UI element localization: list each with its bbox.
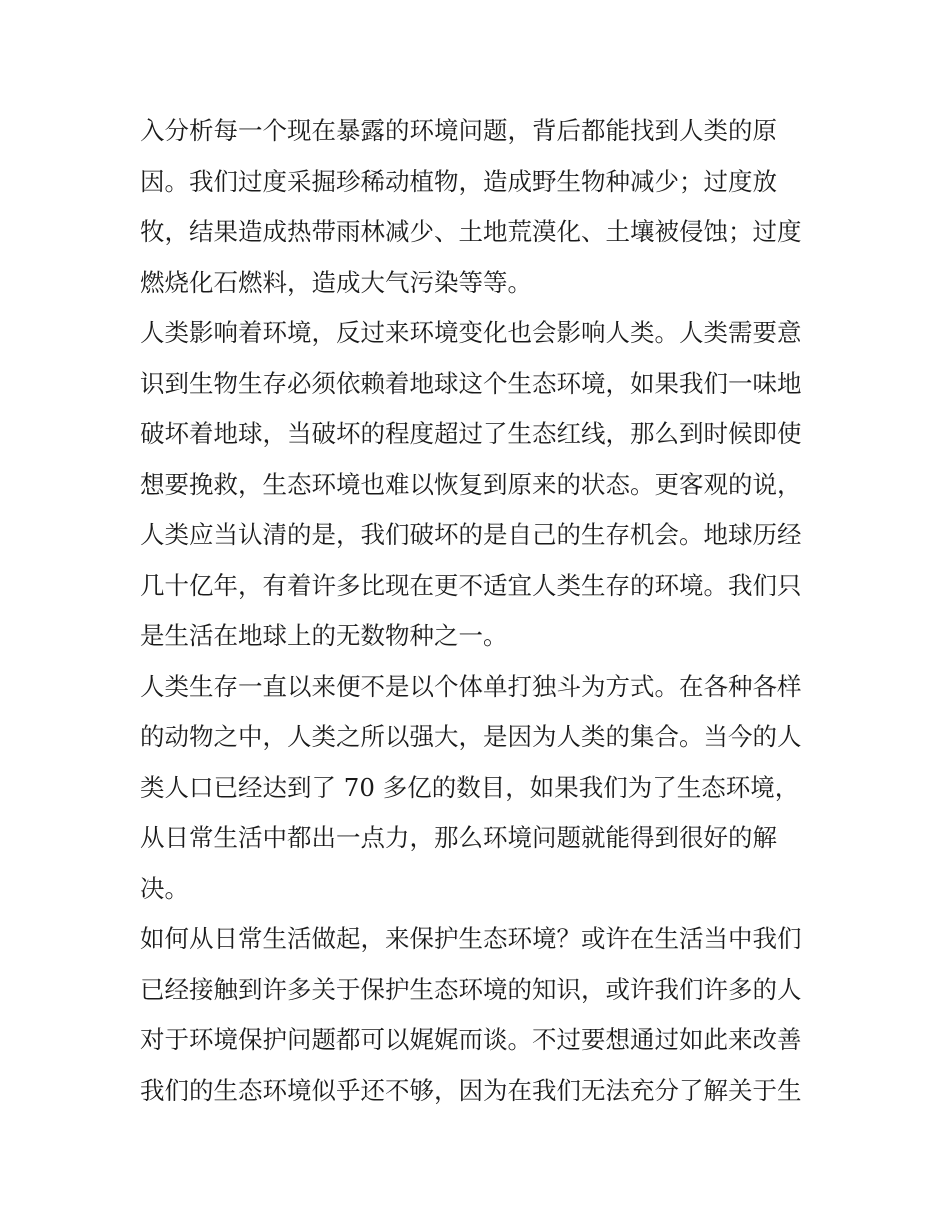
text-line: 想要挽救，生态环境也难以恢复到原来的状态。更客观的说， [140, 469, 802, 499]
text-line: 入分析每一个现在暴露的环境问题，背后都能找到人类的原 [140, 116, 777, 145]
text-line: 燃烧化石燃料，造成大气污染等等。 [140, 267, 532, 297]
text-line: 人类生存一直以来便不是以个体单打独斗为方式。在各种各样 [140, 671, 802, 701]
text-line: 如何从日常生活做起，来保护生态环境？或许在生活当中我们 [140, 924, 802, 953]
text-line: 决。 [140, 873, 189, 903]
paragraph-4 [140, 914, 812, 1116]
text-line: 牧，结果造成热带雨林减少、土地荒漠化、土壤被侵蚀；过度 [140, 217, 802, 246]
text-line: 破坏着地球，当破坏的程度超过了生态红线，那么到时候即使 [140, 419, 802, 448]
text-line: 我们的生态环境似乎还不够，因为在我们无法充分了解关于生 [140, 1075, 802, 1105]
paragraph-2 [140, 308, 812, 662]
text-line: 的动物之中，人类之所以强大，是因为人类的集合。当今的人 [140, 722, 802, 751]
text-line: 人类应当认清的是，我们破坏的是自己的生存机会。地球历经 [140, 520, 802, 549]
paragraph-3 [140, 662, 812, 915]
text-line: 已经接触到许多关于保护生态环境的知识，或许我们许多的人 [140, 974, 802, 1004]
text-line: 对于环境保护问题都可以娓娓而谈。不过要想通过如此来改善 [140, 1025, 802, 1054]
text-line: 是生活在地球上的无数物种之一。 [140, 621, 508, 650]
text-line: 几十亿年，有着许多比现在更不适宜人类生存的环境。我们只 [140, 570, 802, 600]
text-line: 因。我们过度采掘珍稀动植物，造成野生物种减少；过度放 [140, 166, 777, 196]
text-line: 识到生物生存必须依赖着地球这个生态环境，如果我们一味地 [140, 368, 802, 398]
body-text [140, 106, 812, 1116]
text-line: 从日常生活中都出一点力，那么环境问题就能得到很好的解 [140, 823, 777, 852]
paragraph-1 [140, 106, 812, 308]
text-line: 人类影响着环境，反过来环境变化也会影响人类。人类需要意 [140, 318, 802, 347]
text-line: 类人口已经达到了 70 多亿的数目，如果我们为了生态环境， [140, 772, 800, 802]
